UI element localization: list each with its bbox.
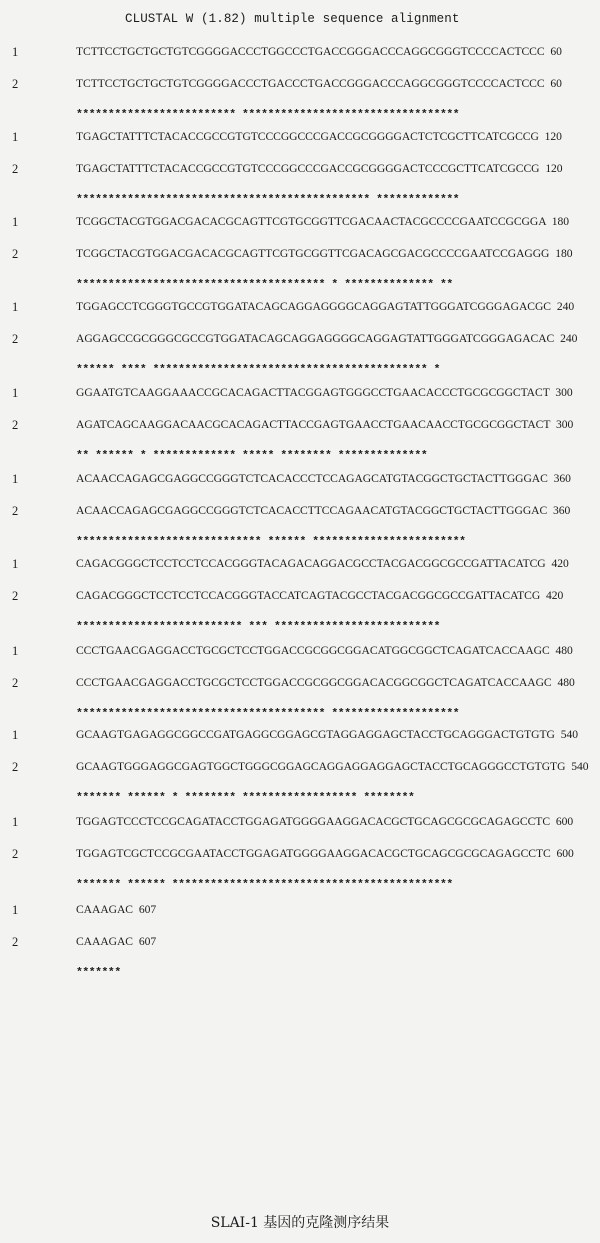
sequence-position: 600 xyxy=(555,815,574,828)
sequence-text xyxy=(76,247,572,260)
sequence-bases: CCCTGAACGAGGACCTGCGCTCCTGGACCGCGGCGGACACGGCGGCTCAGATCACCAAGC xyxy=(76,676,552,689)
sequence-row xyxy=(0,504,600,524)
sequence-bases: AGATCAGCAAGGACAACGCACAGACTTACCGAGTGAACCTGAACAACCTGCGCGGCTACT xyxy=(76,418,551,431)
sequence-row xyxy=(0,472,600,492)
sequence-row xyxy=(0,903,600,923)
consensus-line: ********************************************** ************* xyxy=(76,194,460,206)
sequence-label: 2 xyxy=(12,247,19,261)
sequence-text xyxy=(76,760,589,773)
sequence-position: 480 xyxy=(557,676,575,689)
consensus-line: ************************* ********************************** xyxy=(76,109,460,121)
sequence-position: 607 xyxy=(138,903,157,916)
sequence-text xyxy=(76,386,573,399)
sequence-text xyxy=(76,935,156,948)
sequence-bases: TCTTCCTGCTGCTGTCGGGGACCCTGACCCTGACCGGGACCCAGGCGGGTCCCCACTCCC xyxy=(76,77,545,90)
sequence-row xyxy=(0,247,600,267)
sequence-label: 1 xyxy=(12,215,19,229)
sequence-bases: TGAGCTATTTCTACACCGCCGTGTCCCGGCCCGACCGCGGGGACTCCCGCTTCATCGCCG xyxy=(76,162,540,175)
consensus-line: ************************** *** ************************** xyxy=(76,621,440,633)
sequence-text xyxy=(76,215,569,228)
sequence-label: 1 xyxy=(12,130,19,144)
sequence-bases: TGGAGTCGCTCCGCGAATACCTGGAGATGGGGAAGGACACGCTGCAGCGCGCAGAGCCTC xyxy=(76,847,551,860)
sequence-position: 240 xyxy=(556,300,575,313)
sequence-bases: TCGGCTACGTGGACGACACGCAGTTCGTGCGGTTCGACAACTACGCCCCGAATCCGCGGA xyxy=(76,215,546,228)
sequence-bases: TGGAGTCCCTCCGCAGATACCTGGAGATGGGGAAGGACACGCTGCAGCGCGCAGAGCCTC xyxy=(76,815,551,828)
sequence-text xyxy=(76,332,577,345)
sequence-position: 420 xyxy=(551,557,569,570)
sequence-bases: ACAACCAGAGCGAGGCCGGGTCTCACACCTTCCAGAACATGTACGGCTGCTACTTGGGAC xyxy=(76,504,548,517)
sequence-text xyxy=(76,162,563,175)
consensus-line: ******* ****** * ******** ****************** ******** xyxy=(76,792,415,804)
sequence-label: 1 xyxy=(12,386,19,400)
consensus-line: *************************************** * ************** ** xyxy=(76,279,453,291)
sequence-label: 2 xyxy=(12,504,19,518)
sequence-text xyxy=(76,903,156,916)
sequence-label: 1 xyxy=(12,815,19,829)
sequence-position: 300 xyxy=(555,386,573,399)
sequence-bases: CAGACGGGCTCCTCCTCCACGGGTACAGACAGGACGCCTACGACGGCGCCGATTACATCG xyxy=(76,557,546,570)
sequence-row xyxy=(0,847,600,867)
sequence-position: 60 xyxy=(550,77,562,90)
sequence-text xyxy=(76,472,571,485)
sequence-bases: GGAATGTCAAGGAAACCGCACAGACTTACGGAGTGGGCCTGAACACCCTGCGCGGCTACT xyxy=(76,386,550,399)
sequence-row xyxy=(0,760,600,780)
sequence-bases: TCTTCCTGCTGCTGTCGGGGACCCTGGCCCTGACCGGGACCCAGGCGGGTCCCCACTCCC xyxy=(76,45,545,58)
sequence-text xyxy=(76,300,574,313)
sequence-position: 420 xyxy=(546,589,564,602)
sequence-text xyxy=(76,728,578,741)
sequence-text xyxy=(76,589,563,602)
sequence-bases: TGAGCTATTTCTACACCGCCGTGTCCCGGCCCGACCGCGGGGACTCTCGCTTCATCGCCG xyxy=(76,130,539,143)
consensus-line: ** ****** * ************* ***** ******** ************** xyxy=(76,450,428,462)
sequence-row xyxy=(0,130,600,150)
sequence-row xyxy=(0,644,600,664)
consensus-line: ****** **** ******************************************* * xyxy=(76,364,440,376)
sequence-label: 2 xyxy=(12,418,19,432)
sequence-label: 1 xyxy=(12,45,19,59)
sequence-text xyxy=(76,676,575,689)
sequence-text xyxy=(76,418,573,431)
sequence-row xyxy=(0,557,600,577)
sequence-position: 180 xyxy=(551,215,569,228)
sequence-bases: AGGAGCCGCGGGCGCCGTGGATACAGCAGGAGGGGCAGGAGTATTGGGATCGGGAGACAC xyxy=(76,332,555,345)
sequence-text xyxy=(76,77,562,90)
sequence-bases: TGGAGCCTCGGGTGCCGTGGATACAGCAGGAGGGGCAGGAGTATTGGGATCGGGAGACGC xyxy=(76,300,551,313)
sequence-text xyxy=(76,504,570,517)
sequence-position: 540 xyxy=(571,760,589,773)
sequence-label: 1 xyxy=(12,472,19,486)
sequence-row xyxy=(0,728,600,748)
sequence-bases: CCCTGAACGAGGACCTGCGCTCCTGGACCGCGGCGGACATGGCGGCTCAGATCACCAAGC xyxy=(76,644,550,657)
sequence-label: 1 xyxy=(12,728,19,742)
sequence-row xyxy=(0,300,600,320)
consensus-line: *************************************** ******************** xyxy=(76,708,460,720)
sequence-position: 480 xyxy=(555,644,573,657)
sequence-text xyxy=(76,45,562,58)
sequence-label: 2 xyxy=(12,589,19,603)
alignment-header: CLUSTAL W (1.82) multiple sequence alignment xyxy=(125,12,460,26)
sequence-position: 300 xyxy=(556,418,574,431)
sequence-bases: ACAACCAGAGCGAGGCCGGGTCTCACACCCTCCAGAGCATGTACGGCTGCTACTTGGGAC xyxy=(76,472,548,485)
sequence-text xyxy=(76,557,569,570)
sequence-position: 240 xyxy=(560,332,578,345)
sequence-row xyxy=(0,162,600,182)
sequence-row xyxy=(0,332,600,352)
sequence-label: 2 xyxy=(12,332,19,346)
sequence-bases: CAAAGAC xyxy=(76,935,133,948)
sequence-position: 360 xyxy=(553,504,571,517)
figure-caption: SLAⅠ-1 基因的克隆测序结果 xyxy=(210,1215,390,1231)
sequence-row xyxy=(0,386,600,406)
sequence-bases: TCGGCTACGTGGACGACACGCAGTTCGTGCGGTTCGACAGCGACGCCCCGAATCCGAGGG xyxy=(76,247,550,260)
sequence-row xyxy=(0,77,600,97)
sequence-label: 2 xyxy=(12,162,19,176)
sequence-label: 1 xyxy=(12,903,19,917)
sequence-label: 2 xyxy=(12,676,19,690)
sequence-position: 360 xyxy=(553,472,571,485)
sequence-bases: GCAAGTGAGAGGCGGCCGATGAGGCGGAGCGTAGGAGGAGCTACCTGCAGGGACTGTGTG xyxy=(76,728,555,741)
sequence-bases: CAAAGAC xyxy=(76,903,133,916)
sequence-row xyxy=(0,589,600,609)
sequence-bases: GCAAGTGGGAGGCGAGTGGCTGGGCGGAGCAGGAGGAGGAGCTACCTGCAGGGCCTGTGTG xyxy=(76,760,566,773)
sequence-label: 1 xyxy=(12,644,19,658)
sequence-row xyxy=(0,45,600,65)
sequence-label: 1 xyxy=(12,300,19,314)
sequence-label: 2 xyxy=(12,847,19,861)
sequence-text xyxy=(76,644,573,657)
consensus-line: ******* xyxy=(76,967,121,979)
consensus-line: ******* ****** ******************************************** xyxy=(76,879,453,891)
sequence-position: 120 xyxy=(544,130,562,143)
sequence-text xyxy=(76,130,562,143)
sequence-row xyxy=(0,676,600,696)
sequence-text xyxy=(76,847,574,860)
sequence-bases: CAGACGGGCTCCTCCTCCACGGGTACCATCAGTACGCCTACGACGGCGCCGATTACATCG xyxy=(76,589,541,602)
sequence-position: 600 xyxy=(556,847,574,860)
sequence-label: 2 xyxy=(12,935,19,949)
sequence-row xyxy=(0,215,600,235)
consensus-line: ***************************** ****** ************************ xyxy=(76,536,466,548)
sequence-row xyxy=(0,418,600,438)
sequence-position: 180 xyxy=(555,247,573,260)
sequence-position: 60 xyxy=(550,45,562,58)
sequence-text xyxy=(76,815,573,828)
sequence-label: 2 xyxy=(12,760,19,774)
sequence-position: 607 xyxy=(138,935,157,948)
sequence-row xyxy=(0,815,600,835)
sequence-label: 1 xyxy=(12,557,19,571)
sequence-position: 120 xyxy=(545,162,563,175)
sequence-label: 2 xyxy=(12,77,19,91)
sequence-row xyxy=(0,935,600,955)
sequence-position: 540 xyxy=(560,728,578,741)
